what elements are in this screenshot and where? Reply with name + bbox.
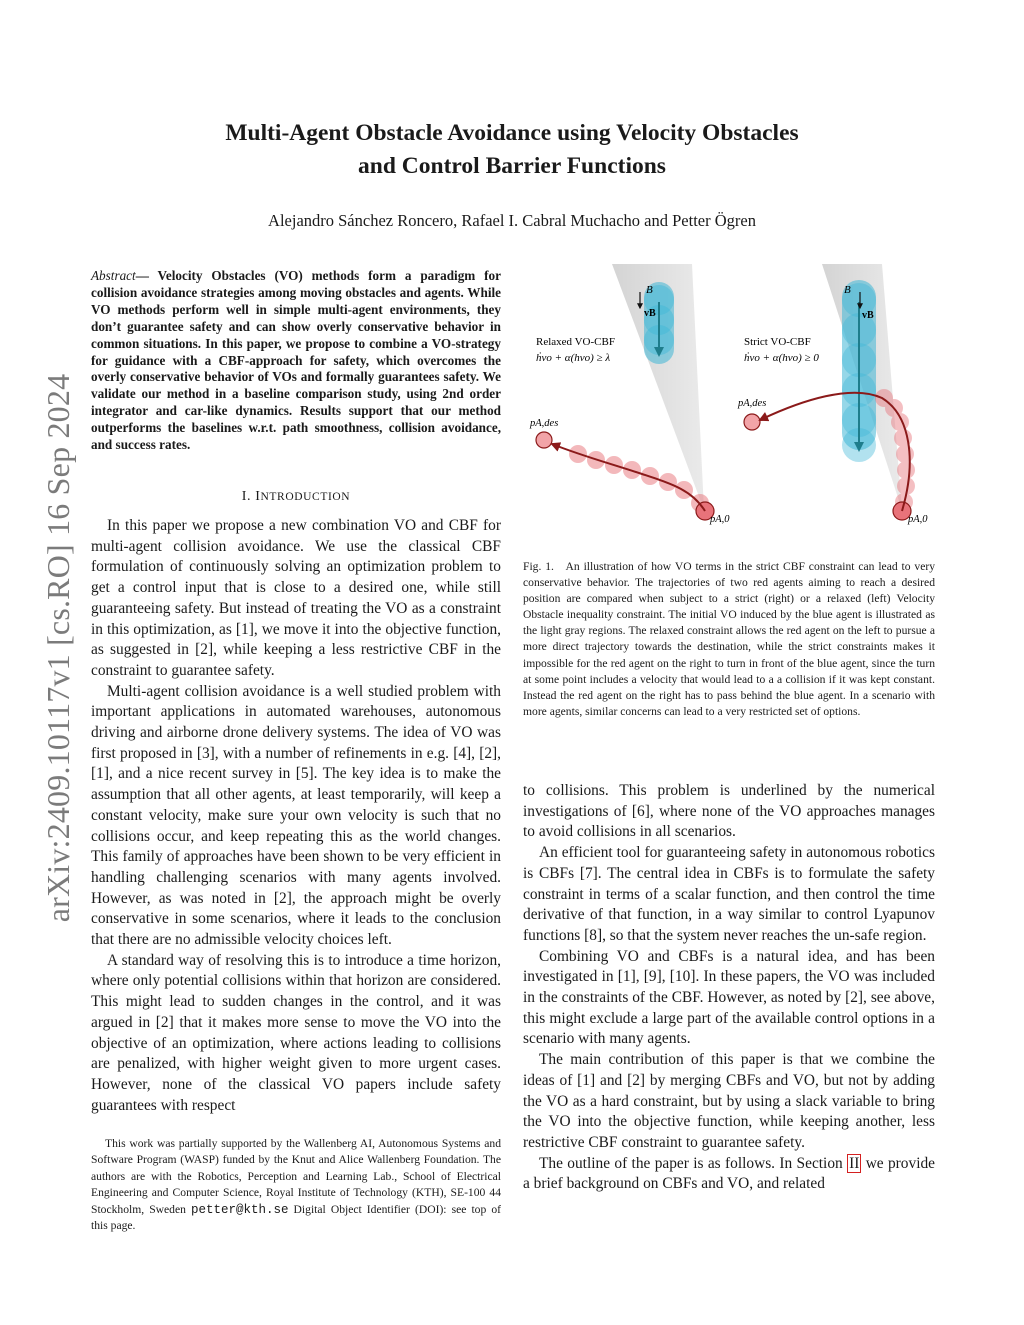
intro-paragraph: Multi-agent collision avoidance is a well studied problem with important applications in automated warehouses, autonomous driving and airborne drone delivery systems. The idea of VO was first proposed in [3], with a number of refinements in e.g. [4], [2], [1], and a nice recent survey in [5]. The key idea is to make the assumption that all other agents, at least temporarily, will keep a constant velocity, make sure your own velocity is such that no collisions occur, and keep repeating this as the world changes. This family of approaches have been shown to be very efficient in handling challenging scenarios with many agents involved. However, as was noted in [2], the approach might be overly conservative in some scenarios, where it leads to the conclusion that there are no admissible velocity choices left.: [91, 682, 501, 949]
outline-text-after: we provide a brief background on CBFs and VO, and related: [523, 1154, 936, 1193]
right-panel-equation: ḣvo + α(hvo) ≥ 0: [744, 352, 819, 364]
arxiv-stamp: arXiv:2409.10117v1 [cs.RO] 16 Sep 2024: [40, 373, 76, 923]
caption-label: Fig. 1.: [523, 560, 554, 573]
vb-label-right: vB: [862, 310, 874, 321]
abstract-label: Abstract: [91, 268, 136, 283]
title-line-2: and Control Barrier Functions: [358, 153, 666, 179]
author-email[interactable]: petter@kth.se: [190, 1202, 289, 1217]
intro-paragraph: In this paper we propose a new combination VO and CBF for multi-agent collision avoidance. We use the classical CBF formulation of continuously solving an optimization problem to get a control input that is close to a desired one, while still guaranteeing safety. But instead of treating the VO as a constraint in this optimization, as [1], we move it into the objective function, as suggested in [2], while keeping a less restrictive CBF in the constraint to guarantee safety.: [91, 517, 501, 679]
vb-label-left: vB: [644, 308, 656, 319]
authors: Alejandro Sánchez Roncero, Rafael I. Cabral Muchacho and Petter Ögren: [268, 211, 756, 230]
outline-paragraph: [523, 1154, 935, 1195]
right-paragraph: to collisions. This problem is underlined by the numerical investigations of [6], where none of the VO approaches manages to avoid collisions in all scenarios.: [523, 782, 935, 841]
title-line-1: Multi-Agent Obstacle Avoidance using Velocity Obstacles: [225, 120, 799, 146]
left-panel: [529, 264, 730, 525]
right-paragraph: The main contribution of this paper is that we combine the ideas of [1] and [2] by merging CBFs and VO, but not by adding the VO as a hard constraint, but by using a slack variable to bring the VO into the objective function, while keeping another, less restrictive CBF constraint to guarantee safety.: [523, 1051, 935, 1151]
figure-1: [522, 260, 936, 535]
left-panel-title: Relaxed VO-CBF: [536, 336, 615, 348]
section-number: I.: [241, 489, 256, 504]
right-column-body: [523, 781, 935, 1195]
right-panel-title: Strict VO-CBF: [744, 336, 811, 348]
footnote-text: This work was partially supported by the Wallenberg AI, Autonomous Systems and Software Program (WASP) funded by the Knut and Alice Wallenberg Foundation. The authors are with the Robotics, Perception and Learning Lab., School of Electrical Engineering and Computer Science, Royal Institute of Technology (KTH), SE-100 44 Stockholm, Sweden: [91, 1137, 501, 1216]
section-ref-link[interactable]: II: [849, 1154, 860, 1172]
right-start-label: pA,0: [908, 514, 928, 525]
outline-text-before: The outline of the paper is as follows. In Section: [539, 1154, 848, 1172]
abstract-text: — Velocity Obstacles (VO) methods form a paradigm for collision avoidance strategies among moving obstacles and agents. While VO methods perform well in simple multi-agent environments, they don’t guarantee safety and can show overly conservative behavior in common situations. In this paper, we propose to combine a VO-strategy for guidance with a CBF-approach for safety, which overcomes the overly conservative behavior of VOs and formally guarantees safety. We validate our method in a baseline comparison study, using 2nd order integrator and car-like dynamics. Results support that our method outperforms the baselines w.r.t. path smoothness, collision avoidance, and success rates.: [91, 268, 501, 453]
right-paragraph: Combining VO and CBFs is a natural idea, and has been investigated in [1], [9], [10]. In these papers, the VO was included in the constraints of the CBF. However, as noted by [2], see above, this might exclude a large part of the available control options in a scenario with many agents.: [523, 947, 935, 1048]
right-goal-label: pA,des: [738, 398, 767, 409]
paper-title: [150, 117, 874, 183]
caption-text: An illustration of how VO terms in the strict CBF constraint can lead to very conservative behavior. The trajectories of two red agents aiming to reach a desired position are compared when subject to a strict (right) or a relaxed (left) Velocity Obstacle inequality constraint. The initial VO induced by the blue agent is illustrated as the light gray regions. The relaxed constraint allows the red agent on the left to pursue a more direct trajectory towards the destination, while the strict constraints makes it impossible for the red agent on the right to turn in front of the blue agent, since the turn at some point includes a velocity that would lead to a a collision if it was kept constant. Instead the red agent on the right has to pass behind the blue agent. In a scenario with more agents, similar concerns can lead to a very restricted set of options.: [523, 560, 935, 718]
left-goal-label: pA,des: [530, 418, 559, 429]
blue-label-left: B: [646, 284, 653, 296]
red-agent-goal-right: [744, 414, 760, 430]
right-paragraph: An efficient tool for guaranteeing safety in autonomous robotics is CBFs [7]. The central idea in CBFs is to formulate the safety constraint in terms of a scalar function, and then control the time derivative of that function, in a way similar to control Lyapunov functions [8], so that the system never reaches the un-safe region.: [523, 844, 935, 944]
footnote: [91, 1136, 501, 1234]
left-start-label: pA,0: [710, 514, 730, 525]
intro-paragraph: A standard way of resolving this is to introduce a time horizon, where only potential collisions within that horizon are considered. This might lead to sudden changes in the control, and it was argued in [2] that it makes more sense to move the VO into the objective of an optimization, where actions leading to collisions are penalized, with higher weight given to more urgent cases. However, none of the classical VO papers include safety guarantees with respect: [91, 951, 501, 1114]
section-first-letter: I: [255, 489, 261, 504]
blue-label-right: B: [844, 284, 851, 296]
section-rest: NTRODUCTION: [260, 491, 351, 503]
left-panel-equation: ḣvo + α(hvo) ≥ λ: [536, 352, 611, 364]
introduction-body: [91, 516, 501, 1116]
section-heading-introduction: [91, 489, 501, 505]
abstract: [91, 268, 501, 454]
right-panel: [737, 264, 928, 525]
footnote-doi: Digital Object Identifier (DOI): see top of this page.: [91, 1202, 501, 1233]
red-agent-goal-left: [536, 432, 552, 448]
figure-caption: [523, 559, 935, 720]
